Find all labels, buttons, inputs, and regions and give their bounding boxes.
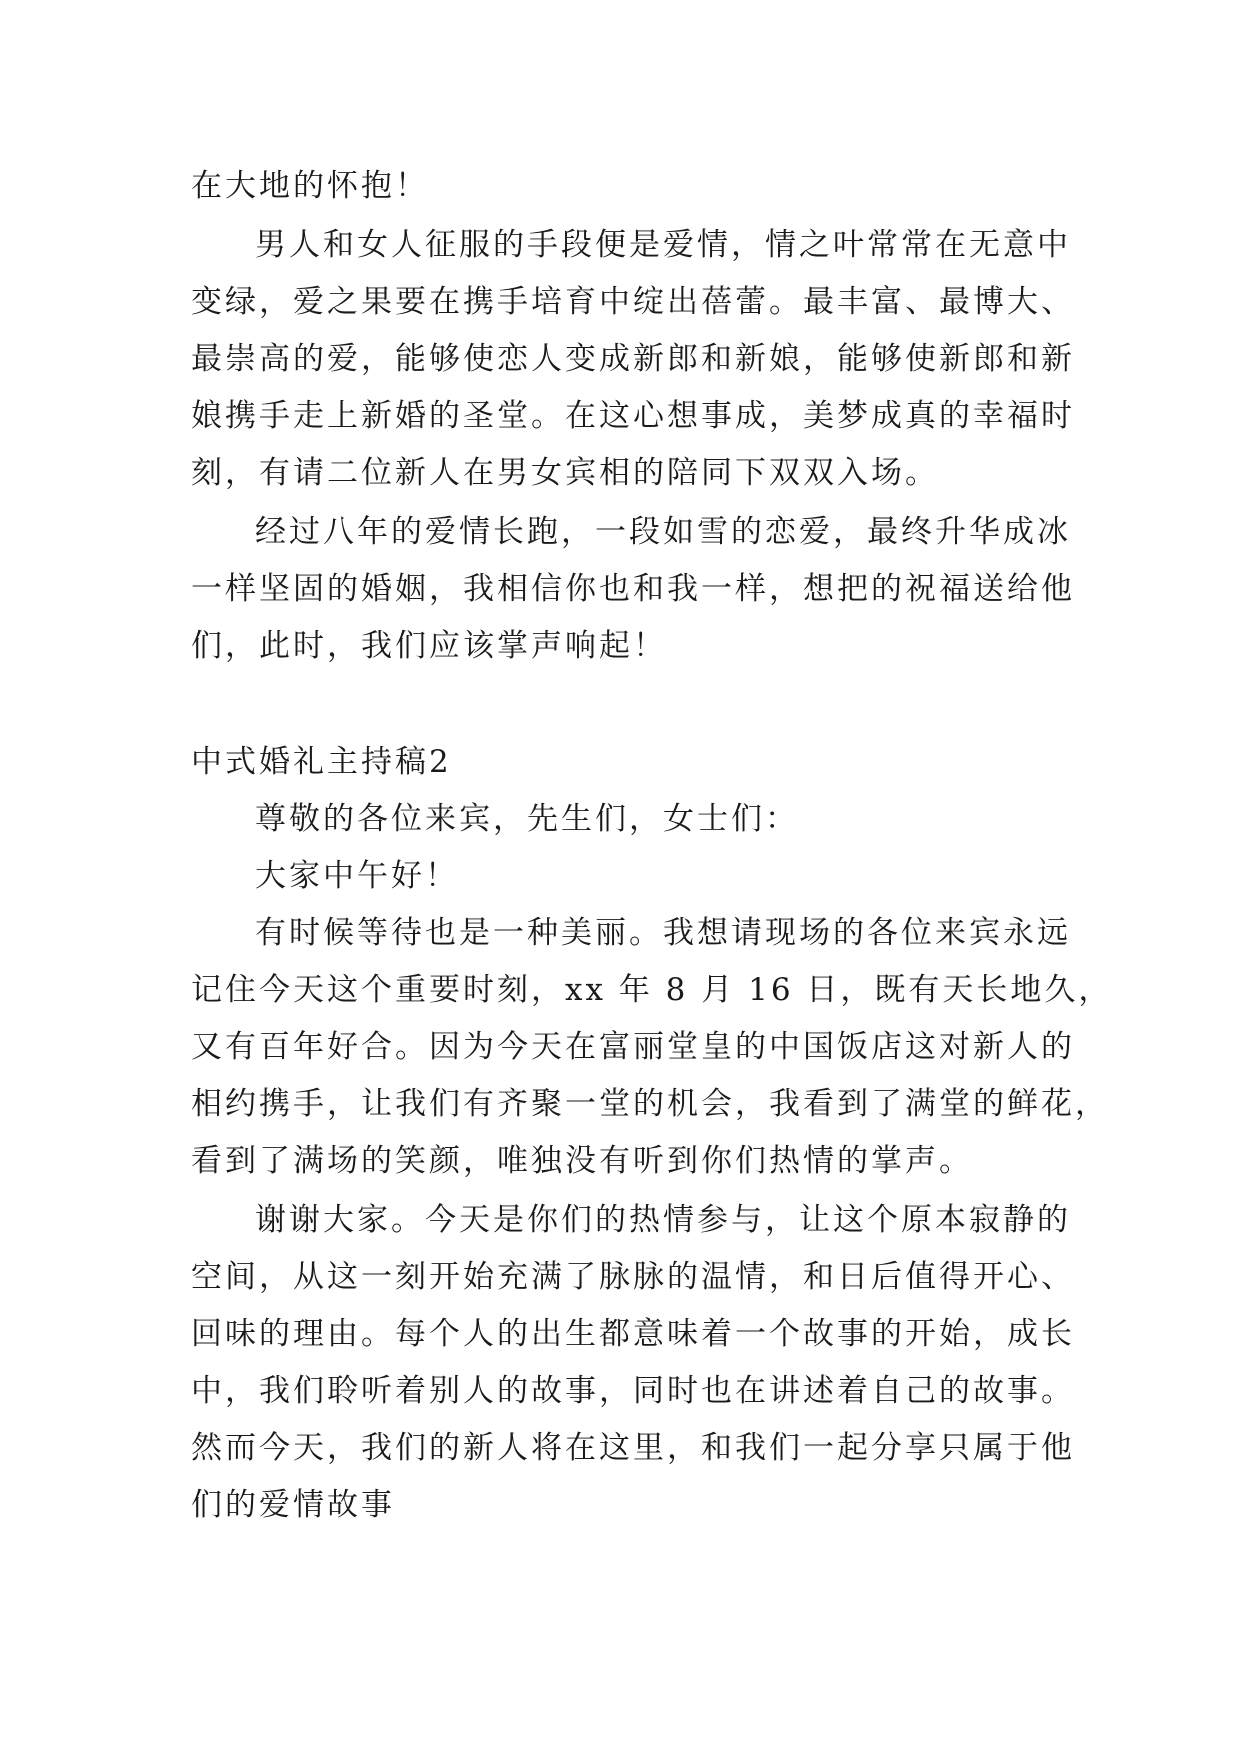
text-line: 最崇高的爱，能够使恋人变成新郎和新娘，能够使新郎和新: [191, 341, 1075, 377]
paragraph-first-line: 谢谢大家。今天是你们的热情参与，让这个原本寂静的: [255, 1202, 1071, 1238]
text-line: 看到了满场的笑颜，唯独没有听到你们热情的掌声。: [191, 1143, 973, 1179]
section-heading: 中式婚礼主持稿2: [191, 744, 452, 780]
text-line: 空间，从这一刻开始充满了脉脉的温情，和日后值得开心、: [191, 1259, 1075, 1295]
greeting: 大家中午好！: [255, 858, 459, 894]
salutation: 尊敬的各位来宾，先生们，女士们：: [255, 801, 799, 837]
text-line: 一样坚固的婚姻，我相信你也和我一样，想把的祝福送给他: [191, 571, 1075, 607]
text-line: 们，此时，我们应该掌声响起！: [191, 628, 667, 664]
text-line: 变绿，爱之果要在携手培育中绽出蓓蕾。最丰富、最博大、: [191, 284, 1075, 320]
text-line: 记住今天这个重要时刻，xx 年 8 月 16 日，既有天长地久，: [191, 972, 1113, 1008]
text-line: 在大地的怀抱！: [191, 168, 429, 204]
text-line: 们的爱情故事: [191, 1487, 395, 1523]
text-line: 又有百年好合。因为今天在富丽堂皇的中国饭店这对新人的: [191, 1029, 1075, 1065]
paragraph-first-line: 经过八年的爱情长跑，一段如雪的恋爱，最终升华成冰: [255, 514, 1071, 550]
text-line: 相约携手，让我们有齐聚一堂的机会，我看到了满堂的鲜花，: [191, 1086, 1109, 1122]
text-line: 中，我们聆听着别人的故事，同时也在讲述着自己的故事。: [191, 1373, 1075, 1409]
paragraph-first-line: 男人和女人征服的手段便是爱情，情之叶常常在无意中: [255, 227, 1071, 263]
text-line: 然而今天，我们的新人将在这里，和我们一起分享只属于他: [191, 1430, 1075, 1466]
text-line: 刻，有请二位新人在男女宾相的陪同下双双入场。: [191, 455, 939, 491]
text-line: 娘携手走上新婚的圣堂。在这心想事成，美梦成真的幸福时: [191, 398, 1075, 434]
paragraph-first-line: 有时候等待也是一种美丽。我想请现场的各位来宾永远: [255, 915, 1071, 951]
text-line: 回味的理由。每个人的出生都意味着一个故事的开始，成长: [191, 1316, 1075, 1352]
